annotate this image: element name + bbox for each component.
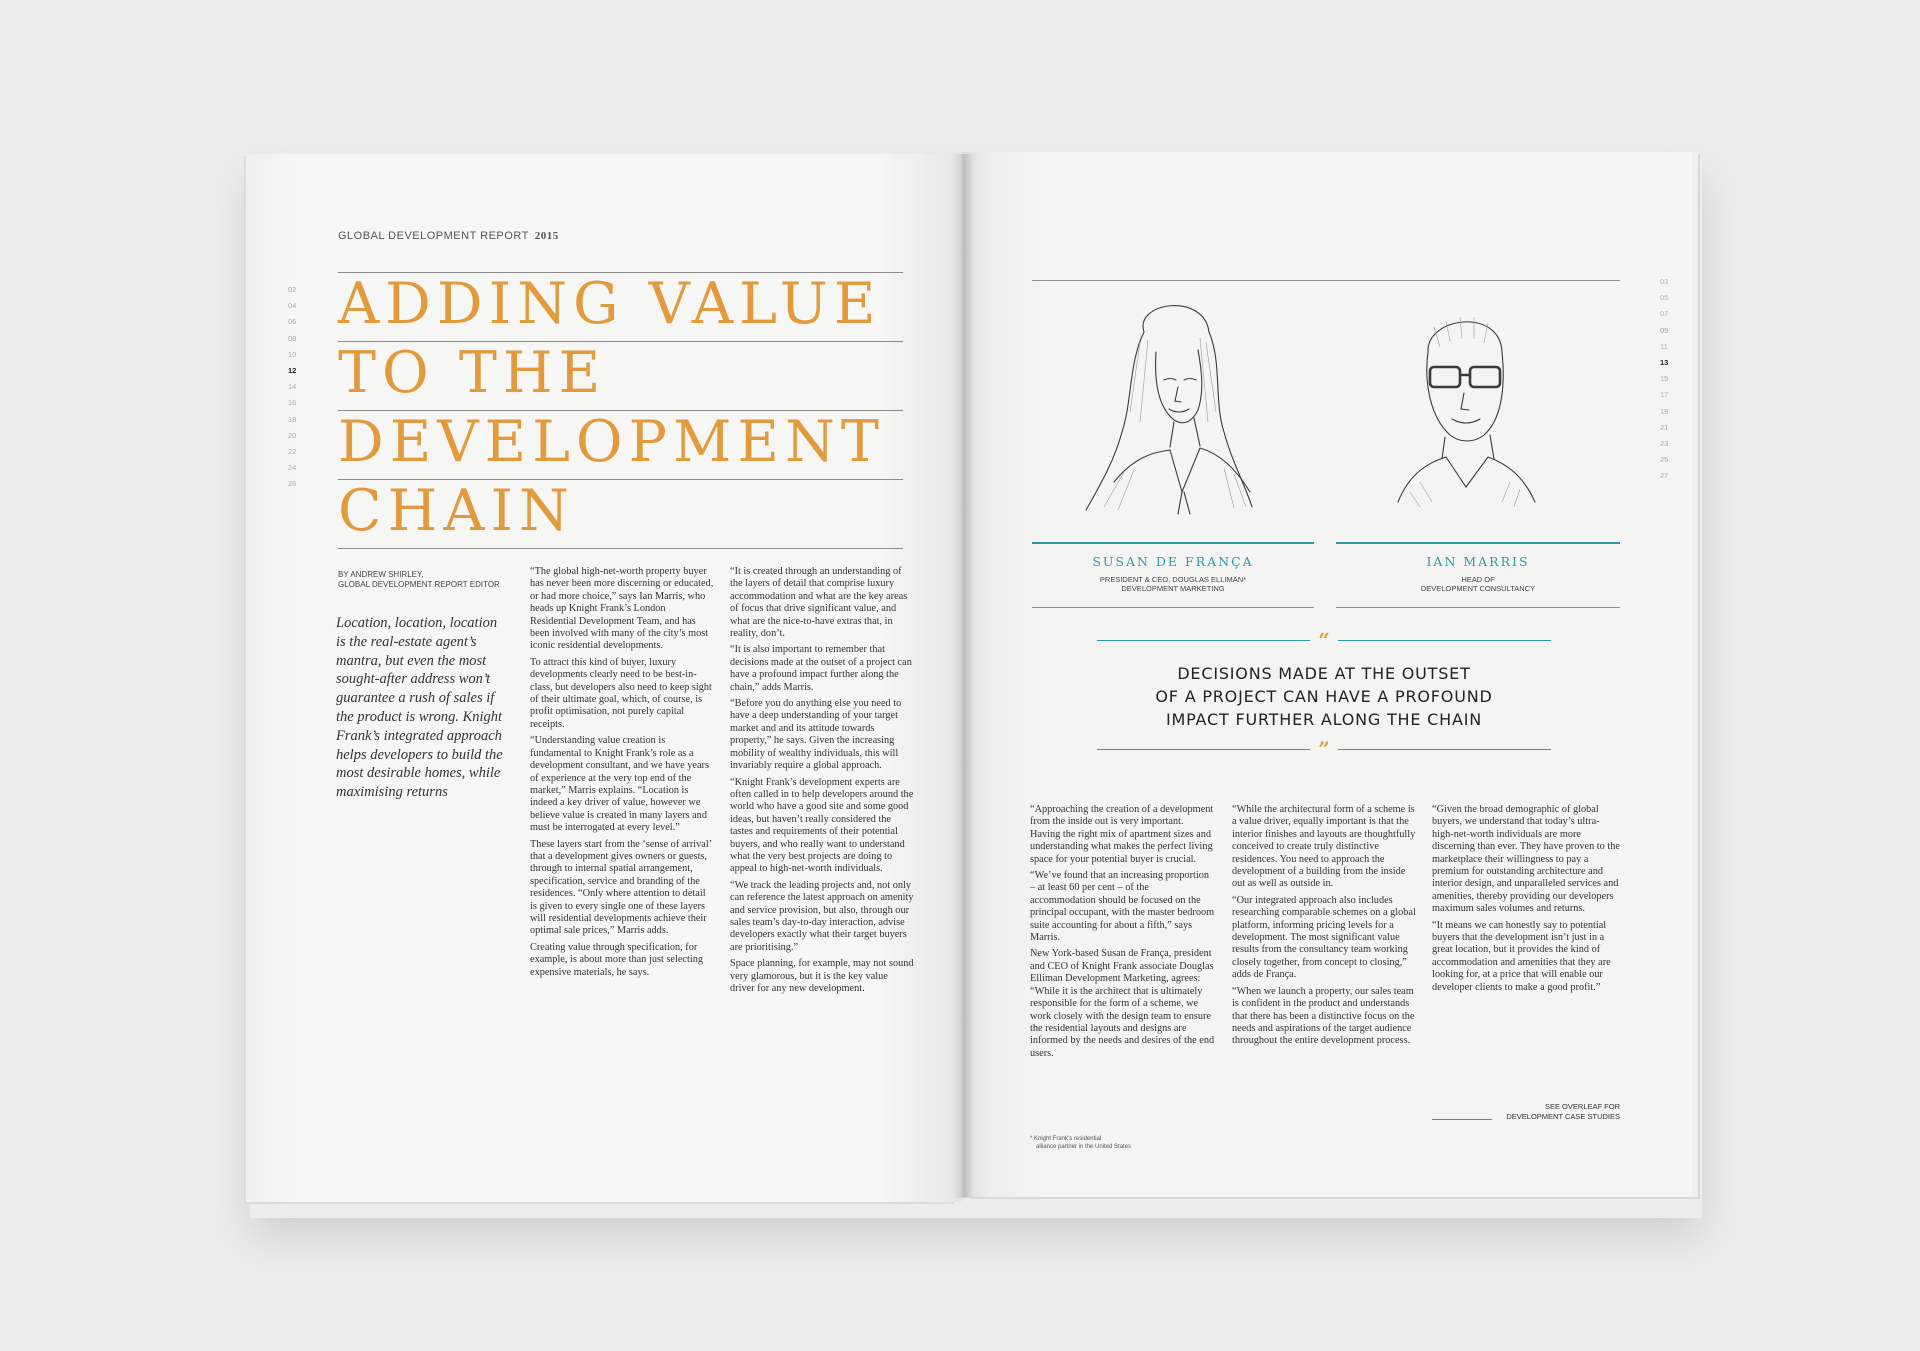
quote-rule xyxy=(1097,640,1310,641)
title-bottom-rule xyxy=(338,548,903,549)
page-index-item[interactable]: 09 xyxy=(1660,325,1669,335)
running-head-title: GLOBAL DEVELOPMENT REPORT xyxy=(338,230,529,242)
portrait-ian-marris xyxy=(1390,297,1540,517)
left-column-2 xyxy=(730,566,914,999)
portrait-sketch-icon xyxy=(1074,292,1264,517)
close-quote-icon: ” xyxy=(1318,737,1330,761)
person-role-line: DEVELOPMENT MARKETING xyxy=(1121,584,1225,593)
paragraph: These layers start from the ‘sense of arrival’ that a development gives owners or guests, through to internal spatial arrangement, specification, service and branding of the residences. “Only where attention to detail is given to every single one of these layers will residential developments achieve their optimal sale prices,” Marris adds. xyxy=(530,838,712,937)
title-line: TO THE xyxy=(338,341,903,410)
page-index-right xyxy=(1660,274,1668,485)
paragraph: “Knight Frank’s development experts are often called in to help developers around the world who have a good site and some good ideas, but haven’t really considered the tastes and requirements of their potential buyers, and who really want to understand what the very best projects are doing to appeal to high-net-worth individuals. xyxy=(730,776,914,875)
page-index-item[interactable]: 17 xyxy=(1660,390,1669,400)
right-column-1 xyxy=(1030,804,1216,1064)
paragraph: “We track the leading projects and, not only can reference the latest approach on amenity and service provision, but also, through our sales team’s day-to-day interaction, advise developers exactly what their target buyers are prioritising.” xyxy=(730,879,914,953)
open-quote-icon: “ xyxy=(1318,628,1330,652)
left-column-1 xyxy=(530,566,714,983)
name-card-ian xyxy=(1336,542,1620,608)
name-card-top-rule xyxy=(1336,542,1620,544)
page-index-item[interactable]: 11 xyxy=(1660,341,1668,351)
page-index-item[interactable]: 20 xyxy=(288,430,297,440)
name-card-top-rule xyxy=(1032,542,1314,544)
standfirst: Location, location, location is the real-estate agent’s mantra, but even the most sought-after address won’t guarantee a rush of sales if the product is wrong. Knight Frank’s integrated approach helps developers to build the most desirable homes, while maximising returns xyxy=(336,615,503,801)
page-index-item[interactable]: 25 xyxy=(1660,455,1669,465)
page-index-item[interactable]: 23 xyxy=(1660,439,1669,449)
page-index-item[interactable]: 02 xyxy=(288,285,297,294)
page-index-left xyxy=(288,282,296,493)
footnote-line: alliance partner in the United States xyxy=(1036,1144,1132,1150)
see-overleaf-line: SEE OVERLEAF FOR xyxy=(1544,1102,1620,1111)
title-line: CHAIN xyxy=(338,479,903,548)
quote-rule xyxy=(1338,749,1551,750)
page-index-item[interactable]: 18 xyxy=(288,414,297,424)
footnote xyxy=(1030,1135,1131,1151)
byline-role: GLOBAL DEVELOPMENT REPORT EDITOR xyxy=(338,580,500,589)
paragraph: “Before you do anything else you need to have a deep understanding of your target market and and its attitude towards property,” he says. Given the increasing mobility of wealthy individuals, this will invariably require a global approach. xyxy=(730,698,902,772)
page-index-item[interactable]: 05 xyxy=(1660,293,1669,303)
person-role-line: HEAD OF xyxy=(1461,575,1495,584)
paragraph: To attract this kind of buyer, luxury developments clearly need to be best-in-class, but developers also need to keep sight of their ultimate goal, which, of course, is profit optimisation, not purely capital receipts. xyxy=(530,656,712,730)
person-role xyxy=(1336,575,1620,593)
paragraph: Space planning, for example, may not sound very glamorous, but it is the key value driver for any new development. xyxy=(730,958,914,994)
spine-gutter xyxy=(952,154,974,1198)
pull-quote xyxy=(1097,662,1551,731)
person-role-line: DEVELOPMENT CONSULTANCY xyxy=(1420,584,1536,593)
paragraph: “It means we can honestly say to potential buyers that the development isn’t just in a great location, but it provides the kind of accommodation and amenities that they are looking for, at a price that will enable our developer clients to make a good profit.” xyxy=(1432,919,1611,993)
page-index-current[interactable]: 12 xyxy=(288,366,297,376)
see-overleaf-rule xyxy=(1432,1119,1492,1120)
paragraph: “Approaching the creation of a development from the inside out is very important. Having the right mix of apartment sizes and understanding what makes the perfect living space for your potential buyer is crucial. xyxy=(1030,804,1214,865)
quote-rule xyxy=(1338,640,1551,641)
page-index-item[interactable]: 08 xyxy=(288,333,297,343)
name-card-bottom-rule xyxy=(1336,607,1620,608)
quote-close-row xyxy=(1097,737,1551,761)
paragraph: Creating value through specification, for example, is about more than just selecting expensive materials, he says. xyxy=(530,941,704,978)
paragraph: “It is also important to remember that decisions made at the outset of a project can have a profound impact further along the chain,” adds Marris. xyxy=(730,644,912,693)
byline xyxy=(338,570,500,590)
paragraph: “When we launch a property, our sales team is confident in the product and understands that there has been a distinctive focus on the needs and aspirations of the target audience throughout the entire development process. xyxy=(1232,985,1415,1047)
portrait-susan-de-franca xyxy=(1074,292,1264,517)
page-index-item[interactable]: 27 xyxy=(1660,471,1669,481)
paragraph: “Understanding value creation is fundamental to Knight Frank’s role as a development consultant, and we have years of experience at the very top end of the market,” Marris explains. “Location is indeed a key driver of value, however we believe value is created in many layers and must be interrogated at every level.” xyxy=(530,735,709,834)
pull-quote-line: OF A PROJECT CAN HAVE A PROFOUND xyxy=(1155,687,1493,706)
paragraph: “While the architectural form of a scheme is a value driver, equally important is that the interior finishes and layouts are thoughtfully conceived to create truly distinctive residences. You need to approach the development of a building from the inside out as well as outside in. xyxy=(1232,804,1416,890)
paragraph: “Our integrated approach also includes researching comparable schemes on a global platform, informing pricing levels for a development. The most significant value results from the consultancy team working closely together, from concept to closing,” adds de França. xyxy=(1232,894,1416,981)
paragraph: “Given the broad demographic of global buyers, we understand that today’s ultra-high-net-worth individuals are more discerning than ever. They have proven to the marketplace their willingness to pay a premium for outstanding architecture and interior design, and unparalleled services and amenities, thereby providing our developers maximum sales volumes and returns. xyxy=(1432,804,1620,915)
running-head xyxy=(338,230,559,242)
page-index-item[interactable]: 06 xyxy=(288,317,297,327)
pull-quote-block xyxy=(1097,628,1551,761)
page-index-item[interactable]: 19 xyxy=(1660,406,1669,416)
page-index-item[interactable]: 10 xyxy=(288,349,297,359)
person-role xyxy=(1032,575,1314,593)
portrait-sketch-icon xyxy=(1390,297,1540,517)
person-name: SUSAN DE FRANÇA xyxy=(1092,554,1254,569)
right-page xyxy=(962,152,1692,1197)
page-index-current[interactable]: 13 xyxy=(1660,358,1669,368)
see-overleaf-link[interactable] xyxy=(1432,1102,1620,1122)
left-page xyxy=(252,154,962,1202)
paragraph: “The global high-net-worth property buyer has never been more discerning or educated, or had more choice,” says Ian Marris, who heads up Knight Frank’s London Residential Development Team, and has been involved with many of the city’s most iconic residential developments. xyxy=(530,566,714,652)
quote-rule xyxy=(1097,749,1310,750)
title-line: DEVELOPMENT xyxy=(338,410,903,479)
page-index-item[interactable]: 04 xyxy=(288,301,297,311)
page-index-item[interactable]: 26 xyxy=(288,479,297,489)
article-title xyxy=(338,272,903,549)
running-head-year: 2015 xyxy=(534,230,559,242)
page-index-item[interactable]: 22 xyxy=(288,447,297,457)
paragraph: “It is created through an understanding of the layers of detail that comprise luxury accommodation and what are the key areas of focus that drive significant value, and what are the nice-to-have extras that, in reality, don’t. xyxy=(730,566,908,640)
pull-quote-line: DECISIONS MADE AT THE OUTSET xyxy=(1177,664,1471,683)
right-column-2 xyxy=(1232,804,1418,1052)
person-role-line: PRESIDENT & CEO, DOUGLAS ELLIMAN* xyxy=(1099,575,1247,584)
page-index-item[interactable]: 15 xyxy=(1660,374,1669,384)
see-overleaf-line: DEVELOPMENT CASE STUDIES xyxy=(1506,1112,1620,1121)
page-index-item[interactable]: 21 xyxy=(1660,422,1669,432)
name-card-bottom-rule xyxy=(1032,607,1314,608)
page-index-item[interactable]: 24 xyxy=(288,463,297,473)
page-index-item[interactable]: 07 xyxy=(1660,309,1669,319)
right-column-3 xyxy=(1432,804,1620,998)
footnote-line: * Knight Frank’s residential xyxy=(1030,1136,1102,1142)
paragraph: “We’ve found that an increasing proportion – at least 60 per cent – of the accommodation should be focused on the principal occupant, with the master bedroom suite accounting for about a fifth,” says Marris. xyxy=(1030,870,1215,944)
pull-quote-line: IMPACT FURTHER ALONG THE CHAIN xyxy=(1166,710,1482,729)
name-card-susan xyxy=(1032,542,1314,608)
top-rule xyxy=(1032,280,1620,281)
page-index-item[interactable]: 16 xyxy=(288,398,297,408)
title-line: ADDING VALUE xyxy=(338,272,903,341)
page-index-item[interactable]: 14 xyxy=(288,382,297,392)
person-name: IAN MARRIS xyxy=(1426,554,1530,569)
paragraph: New York-based Susan de França, president and CEO of Knight Frank associate Douglas Elliman Development Marketing, agrees: “While it is the architect that is ultimately responsible for the form of a scheme, we work closely with the design team to ensure the residential layouts and designs are informed by the needs and desires of the end users. xyxy=(1030,948,1215,1059)
page-index-item[interactable]: 03 xyxy=(1660,277,1669,286)
byline-author: BY ANDREW SHIRLEY, xyxy=(338,570,424,579)
